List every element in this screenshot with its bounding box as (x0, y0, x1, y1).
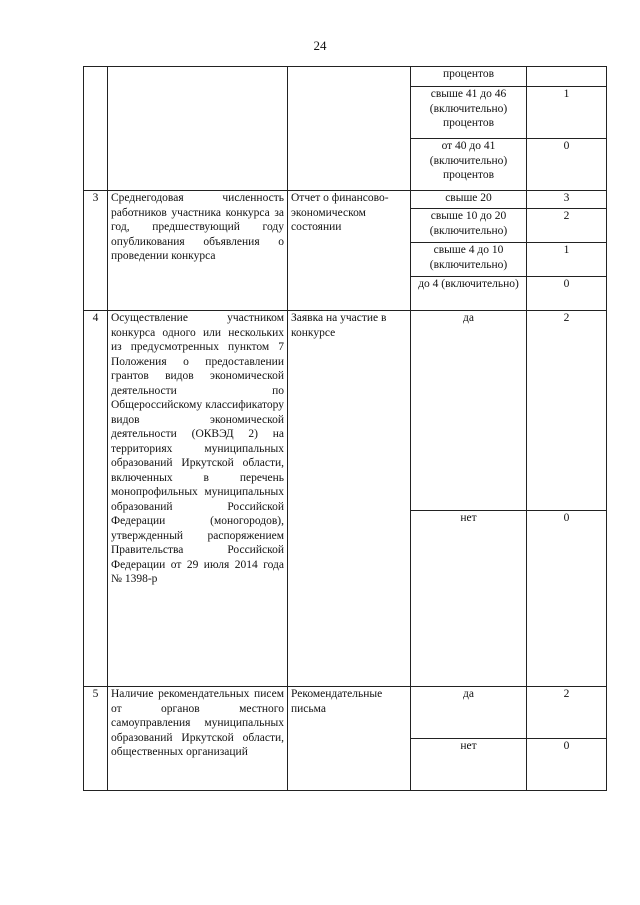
option-value: свыше 20 (411, 191, 527, 209)
table-row (84, 191, 607, 209)
option-points: 0 (527, 511, 607, 687)
option-points: 1 (527, 87, 607, 139)
option-points: 1 (527, 243, 607, 277)
option-value: свыше 10 до 20 (включительно) (411, 209, 527, 243)
criterion-cell (108, 67, 288, 191)
source-cell: Отчет о финансово-экономическом состоянии (288, 191, 411, 311)
row-number: 5 (84, 687, 108, 791)
row-number: 3 (84, 191, 108, 311)
criterion-cell: Наличие рекомендательных писем от органов местного самоуправления муниципальных образований Иркутской области, общественных организаций (108, 687, 288, 791)
row-number (84, 67, 108, 191)
criteria-table (83, 66, 607, 791)
option-points (527, 67, 607, 87)
option-value: нет (411, 511, 527, 687)
option-points: 3 (527, 191, 607, 209)
table-row (84, 687, 607, 739)
option-value: свыше 4 до 10 (включительно) (411, 243, 527, 277)
option-points: 2 (527, 687, 607, 739)
option-points: 0 (527, 739, 607, 791)
option-points: 2 (527, 311, 607, 511)
option-value: свыше 41 до 46 (включительно) процентов (411, 87, 527, 139)
option-value: нет (411, 739, 527, 791)
option-points: 2 (527, 209, 607, 243)
table-row (84, 311, 607, 511)
source-cell (288, 67, 411, 191)
source-cell: Рекомендательные письма (288, 687, 411, 791)
option-value: от 40 до 41 (включительно) процентов (411, 139, 527, 191)
source-cell: Заявка на участие в конкурсе (288, 311, 411, 687)
option-value: да (411, 311, 527, 511)
row-number: 4 (84, 311, 108, 687)
option-value: да (411, 687, 527, 739)
option-points: 0 (527, 277, 607, 311)
page-number: 24 (313, 38, 327, 53)
option-value: до 4 (включительно) (411, 277, 527, 311)
option-points: 0 (527, 139, 607, 191)
table-row (84, 67, 607, 87)
criterion-cell: Среднегодовая численность работников участника конкурса за год, предшествующий году опубликования объявления о проведении конкурса (108, 191, 288, 311)
criterion-cell: Осуществление участником конкурса одного или нескольких из предусмотренных пунктом 7 Положения о предоставлении грантов видов экономической деятельности по Общероссийскому классификатору видов экономической деятельности (ОКВЭД 2) на территориях муниципальных образований Иркутской области, включенных в перечень монопрофильных муниципальных образований Российской Федерации (моногородов), утвержденный распоряжением Правительства Российской Федерации от 29 июля 2014 года № 1398-р (108, 311, 288, 687)
option-value: процентов (411, 67, 527, 87)
